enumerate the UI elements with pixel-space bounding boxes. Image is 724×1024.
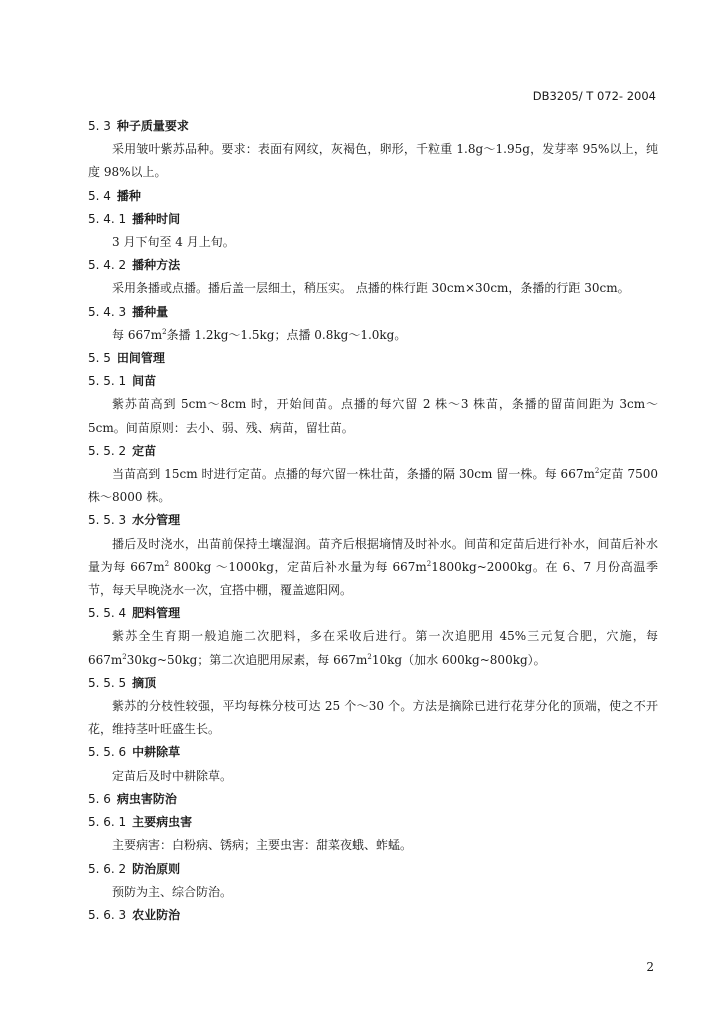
section-title: 防治原则 — [132, 861, 181, 876]
paragraph-5-4-3 — [88, 324, 658, 347]
page-number: 2 — [646, 960, 654, 974]
text-run: 30kg~50kg；第二次追肥用尿素，每 667m — [126, 652, 368, 667]
paragraph-5-5-4 — [88, 625, 658, 671]
section-title: 农业防治 — [132, 907, 181, 922]
section-heading-5-4-2 — [88, 254, 658, 277]
superscript: 2 — [426, 559, 432, 568]
section-heading-5-6-2 — [88, 858, 658, 881]
superscript: 2 — [162, 327, 167, 336]
section-number: 5. 4 — [88, 188, 111, 203]
text-run: 1800kg~2000kg。在 6、7 月份高温季节，每天早晚浇水一次，宜搭中棚，覆盖遮阳网。 — [88, 559, 658, 598]
section-heading-5-6-3 — [88, 904, 658, 927]
paragraph-5-4-2: 采用条播或点播。播后盖一层细土，稍压实。 点播的株行距 30cm×30cm，条播的行距 30cm。 — [112, 281, 630, 296]
section-number: 5. 6. 3 — [88, 907, 127, 922]
section-number: 5. 3 — [88, 119, 111, 133]
section-title: 水分管理 — [132, 513, 181, 528]
section-heading-5-6 — [88, 788, 658, 811]
section-number: 5. 6 — [88, 791, 111, 806]
section-title: 播种 — [116, 188, 141, 203]
section-heading-5-5-6 — [88, 741, 658, 764]
paragraph-5-5-5: 紫苏的分枝性较强，平均每株分枝可达 25 个～30 个。方法是摘除已进行花芽分化的顶端，使之不开花，维持茎叶旺盛生长。 — [88, 699, 658, 737]
text-run: 条播 1.2kg～1.5kg；点播 0.8kg～1.0kg。 — [166, 327, 407, 342]
superscript: 2 — [122, 652, 127, 661]
section-heading-5-4-3 — [88, 301, 658, 324]
section-heading-5-5-5 — [88, 672, 658, 695]
section-heading-5-5-2 — [88, 440, 658, 463]
section-title: 病虫害防治 — [116, 791, 177, 806]
section-number: 5. 5. 4 — [88, 606, 127, 621]
document-code: DB3205/ T 072- 2004 — [532, 89, 656, 103]
section-heading-5-4 — [88, 185, 658, 208]
section-number: 5. 4. 2 — [88, 258, 127, 273]
superscript: 2 — [594, 467, 600, 476]
section-number: 5. 6. 2 — [88, 861, 127, 876]
section-title: 田间管理 — [116, 351, 165, 366]
paragraph-5-5-1: 紫苏苗高到 5cm～8cm 时，开始间苗。点播的每穴留 2 株～3 株苗，条播的留苗间距为 3cm～5cm。间苗原则：去小、弱、残、病苗，留壮苗。 — [88, 397, 658, 435]
section-number: 5. 6. 1 — [88, 815, 127, 830]
section-heading-5-5-4 — [88, 602, 658, 625]
section-heading-5-3 — [88, 115, 658, 138]
text-run: 10kg（加水 600kg~800kg）。 — [371, 652, 546, 667]
text-run: 当苗高到 15cm 时进行定苗。点播的每穴留一株壮苗，条播的隔 30cm 留一株。每 667m — [112, 467, 595, 482]
section-title: 间苗 — [132, 374, 157, 389]
paragraph-5-6-2: 预防为主、综合防治。 — [112, 884, 233, 899]
section-title: 肥料管理 — [132, 606, 181, 621]
section-title: 定苗 — [132, 443, 157, 458]
text-run: 播后及时浇水，出苗前保持土壤湿润。苗齐后根据墒情及时补水。间苗和定苗后进行补水，间苗后补水量为每 667m — [88, 536, 658, 574]
section-title: 播种量 — [132, 304, 169, 319]
paragraph-5-5-2 — [88, 463, 658, 509]
section-heading-5-4-1 — [88, 208, 658, 231]
superscript: 2 — [367, 652, 372, 661]
paragraph-5-5-3 — [88, 533, 658, 603]
section-title: 主要病虫害 — [132, 815, 193, 830]
section-heading-5-6-1 — [88, 811, 658, 834]
paragraph-5-4-1: 3 月下旬至 4 月上旬。 — [112, 235, 235, 250]
section-number: 5. 5. 2 — [88, 443, 127, 458]
section-number: 5. 4. 3 — [88, 304, 127, 319]
section-number: 5. 4. 1 — [88, 211, 127, 226]
section-title: 中耕除草 — [132, 745, 181, 760]
text-run: 定苗 7500 株～8000 株。 — [88, 467, 658, 505]
document-body — [88, 115, 658, 927]
section-title: 播种时间 — [132, 211, 181, 226]
text-run: 800kg ～1000kg，定苗后补水量为每 667m — [169, 559, 427, 574]
text-run: 每 667m — [112, 327, 163, 342]
section-number: 5. 5. 1 — [88, 374, 127, 389]
section-heading-5-5 — [88, 347, 658, 370]
paragraph-5-5-6: 定苗后及时中耕除草。 — [112, 768, 233, 783]
section-number: 5. 5 — [88, 351, 111, 366]
section-heading-5-5-1 — [88, 370, 658, 393]
section-title: 播种方法 — [132, 258, 181, 273]
section-number: 5. 5. 6 — [88, 745, 127, 760]
section-title: 种子质量要求 — [116, 119, 189, 133]
paragraph-5-3: 采用皱叶紫苏品种。要求：表面有网纹，灰褐色，卵形，千粒重 1.8g～1.95g，发芽率 95%以上，纯度 98%以上。 — [88, 142, 658, 180]
section-title: 摘顶 — [132, 675, 157, 690]
section-number: 5. 5. 5 — [88, 675, 127, 690]
superscript: 2 — [164, 559, 170, 568]
text-run: 紫苏全生育期一般追施二次肥料，多在采收后进行。第一次追肥用 45%三元复合肥，穴施，每 667m — [88, 629, 658, 667]
paragraph-5-6-1: 主要病害：白粉病、锈病；主要虫害：甜菜夜蛾、蚱蜢。 — [112, 838, 413, 853]
section-heading-5-5-3 — [88, 509, 658, 532]
section-number: 5. 5. 3 — [88, 513, 127, 528]
